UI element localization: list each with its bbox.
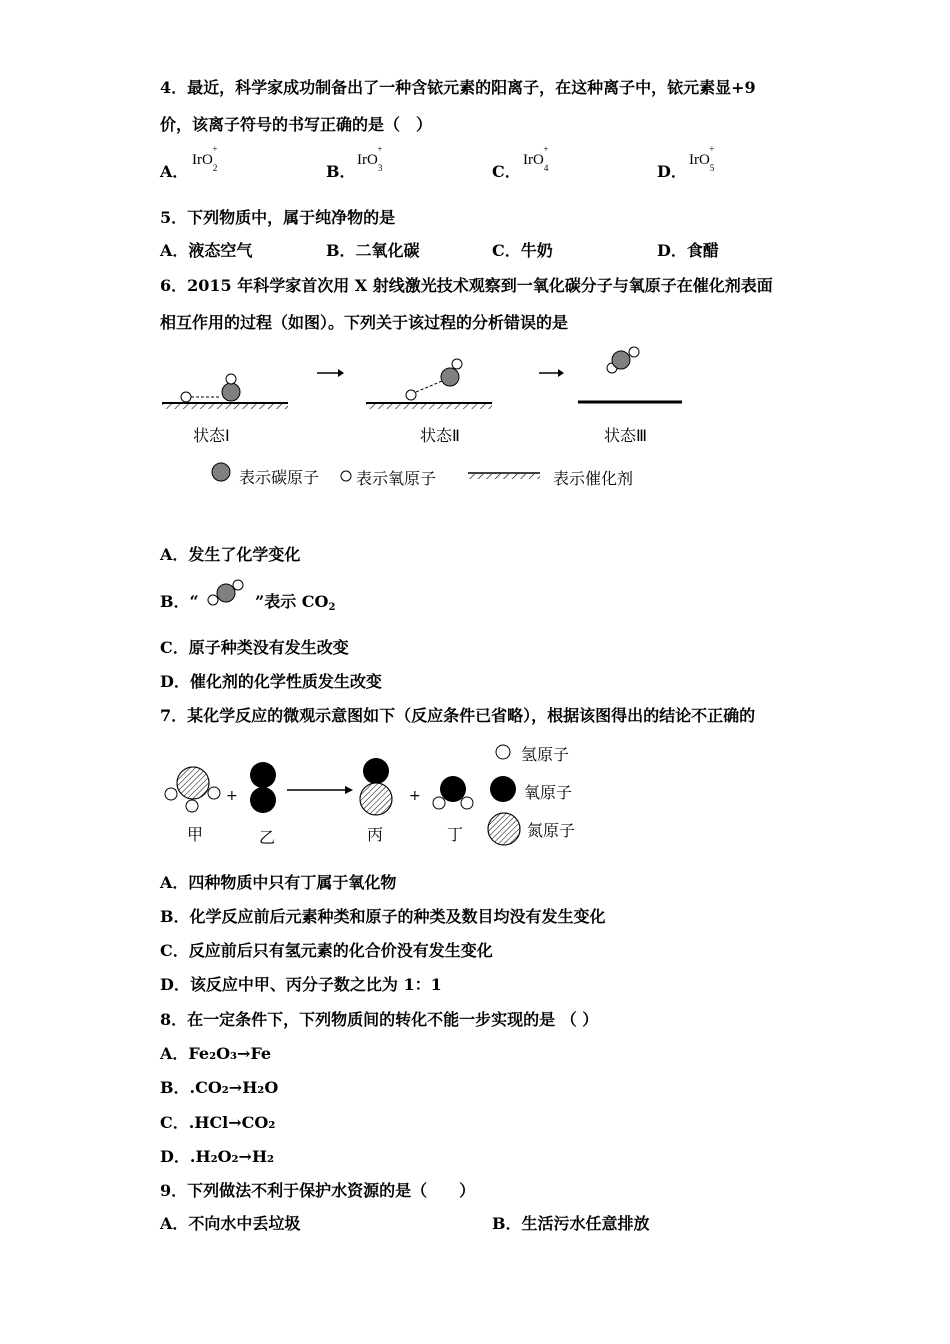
plus-sign: + xyxy=(409,788,421,804)
q4-option-b-label: B． xyxy=(326,162,356,181)
q5-option-b[interactable]: B．二氧化碳 xyxy=(326,241,420,260)
legend-catalyst-icon xyxy=(468,473,540,479)
q5-stem: 5．下列物质中，属于纯净物的是 xyxy=(160,208,396,227)
q5-option-d[interactable]: D．食醋 xyxy=(657,241,719,260)
q7-option-b[interactable]: B．化学反应前后元素种类和原子的种类及数目均没有发生变化 xyxy=(160,907,606,926)
q6-stem-line1: 6．2015 年科学家首次用 X 射线激光技术观察到一氧化碳分子与氧原子在催化剂表面 xyxy=(160,276,773,295)
q6-option-b-prefix: B．“ xyxy=(160,592,199,611)
q6-option-b-suffix: ”表示 $CO_2$ xyxy=(255,592,336,613)
q8-stem: 8．在一定条件下，下列物质间的转化不能一步实现的是 （ ） xyxy=(160,1010,599,1029)
molecule-bing xyxy=(360,758,392,815)
arrow-icon xyxy=(317,369,344,377)
legend-oxygen-label: 表示氧原子 xyxy=(356,469,437,488)
state1-molecule xyxy=(181,374,240,402)
molecule-ding xyxy=(433,776,473,809)
q4-option-a-formula: IrO$_2$+ xyxy=(192,144,218,173)
legend-oxygen-icon xyxy=(341,471,351,481)
legend-hydrogen-icon xyxy=(496,745,510,759)
legend-carbon-icon xyxy=(212,463,230,481)
q6-option-a[interactable]: A．发生了化学变化 xyxy=(160,545,301,564)
reaction-arrow-icon xyxy=(287,786,353,794)
label-bing: 丙 xyxy=(367,825,384,844)
state2-surface xyxy=(366,403,492,409)
state3-label: 状态Ⅲ xyxy=(604,426,648,445)
q4-option-d-label: D． xyxy=(657,162,687,181)
legend-carbon-label: 表示碳原子 xyxy=(239,468,320,487)
q9-option-a[interactable]: A．不向水中丢垃圾 xyxy=(160,1214,301,1233)
molecule-yi xyxy=(250,762,276,813)
q9-stem: 9．下列做法不利于保护水资源的是（ ） xyxy=(160,1181,476,1200)
q4-option-b-formula: IrO$_3$+ xyxy=(357,144,383,173)
q7-option-d[interactable]: D．该反应中甲、丙分子数之比为 1：1 xyxy=(160,975,442,994)
legend-nitrogen-icon xyxy=(488,813,520,845)
co2-molecule-icon xyxy=(204,578,244,608)
q4-option-c-label: C． xyxy=(492,162,521,181)
q8-option-c[interactable]: C．.HCl→CO₂ xyxy=(160,1113,276,1132)
legend-catalyst-label: 表示催化剂 xyxy=(553,469,634,488)
arrow-icon xyxy=(539,369,564,377)
q4-option-a-label: A． xyxy=(160,162,189,181)
legend-oxygen-atom-label: 氧原子 xyxy=(524,783,573,802)
q4-option-d-formula: IrO$_5$+ xyxy=(689,144,715,173)
q9-option-b[interactable]: B．生活污水任意排放 xyxy=(492,1214,650,1233)
legend-nitrogen-label: 氮原子 xyxy=(527,821,576,840)
state2-molecule xyxy=(406,359,462,400)
legend-hydrogen-label: 氢原子 xyxy=(521,745,570,764)
q4-option-c-formula: IrO$_4$+ xyxy=(523,144,549,173)
state3-molecule xyxy=(607,347,639,373)
q7-stem: 7．某化学反应的微观示意图如下（反应条件已省略），根据该图得出的结论不正确的 xyxy=(160,706,756,725)
q8-option-a[interactable]: A．Fe₂O₃→Fe xyxy=(160,1044,272,1063)
legend-oxygen-atom-icon xyxy=(490,776,516,802)
q5-option-c[interactable]: C．牛奶 xyxy=(492,241,553,260)
state1-label: 状态Ⅰ xyxy=(193,426,230,445)
label-jia: 甲 xyxy=(187,825,204,844)
q8-option-d[interactable]: D．.H₂O₂→H₂ xyxy=(160,1147,275,1166)
q6-option-c[interactable]: C．原子种类没有发生改变 xyxy=(160,638,349,657)
plus-sign: + xyxy=(226,788,238,804)
q7-option-a[interactable]: A．四种物质中只有丁属于氧化物 xyxy=(160,873,397,892)
q5-option-a[interactable]: A．液态空气 xyxy=(160,241,253,260)
q6-option-d[interactable]: D．催化剂的化学性质发生改变 xyxy=(160,672,382,691)
state1-surface xyxy=(162,403,288,409)
q6-stem-line2: 相互作用的过程（如图）。下列关于该过程的分析错误的是 xyxy=(160,313,569,332)
label-ding: 丁 xyxy=(447,825,464,844)
q8-option-b[interactable]: B．.CO₂→H₂O xyxy=(160,1078,279,1097)
label-yi: 乙 xyxy=(259,828,276,847)
state2-label: 状态Ⅱ xyxy=(420,426,460,445)
molecule-jia xyxy=(165,767,220,812)
q7-option-c[interactable]: C．反应前后只有氢元素的化合价没有发生变化 xyxy=(160,941,493,960)
q4-stem-line1: 4．最近，科学家成功制备出了一种含铱元素的阳离子，在这种离子中，铱元素显+9 xyxy=(160,78,756,97)
q4-stem-line2: 价，该离子符号的书写正确的是（ ） xyxy=(160,115,433,134)
